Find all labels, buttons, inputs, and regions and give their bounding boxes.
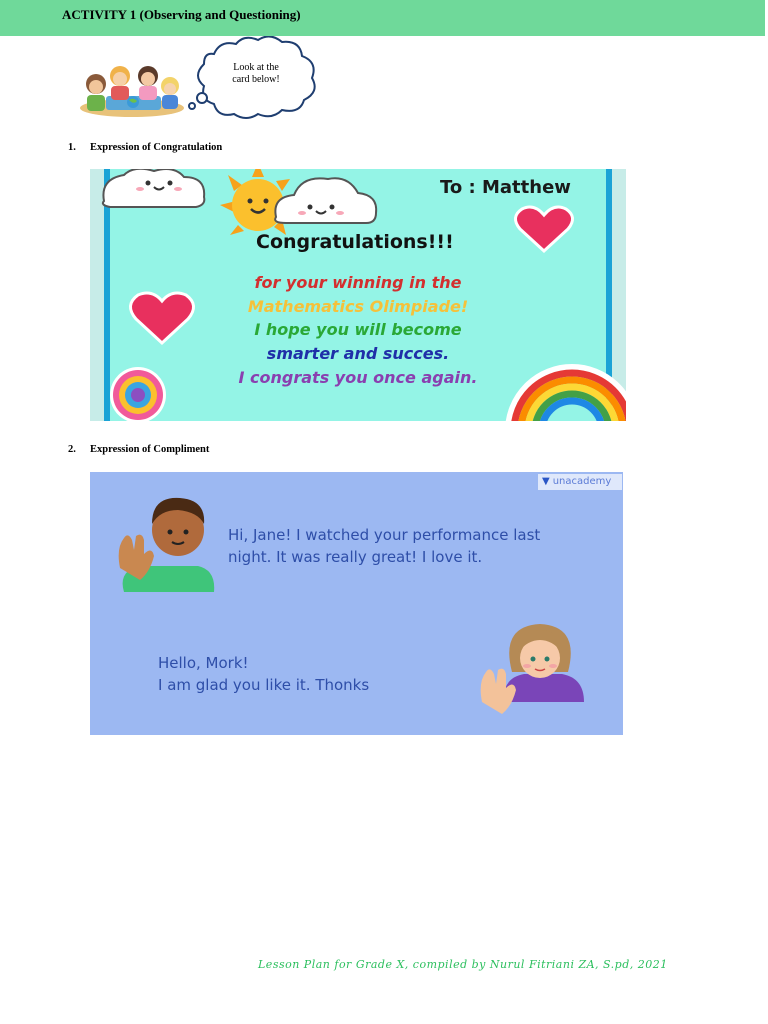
card-message-line: I congrats you once again.	[238, 368, 478, 387]
section-heading-compliment	[68, 444, 209, 455]
girl-avatar-icon	[481, 624, 584, 714]
brand-logo-icon: ▼	[542, 476, 550, 487]
page-title: ACTIVITY 1 (Observing and Questioning)	[62, 7, 301, 22]
card-heading: Congratulations!!!	[256, 231, 454, 253]
section-heading-congratulation	[68, 142, 222, 153]
kids-illustration	[76, 62, 188, 118]
congratulation-card	[90, 169, 626, 421]
brand-name: unacademy	[552, 476, 612, 487]
section-title: Expression of Congratulation	[90, 142, 223, 153]
cloud-icon	[103, 169, 204, 207]
chat-line: Hello, Mork!	[158, 654, 249, 672]
compliment-card	[90, 472, 623, 735]
bubble-text	[210, 62, 302, 86]
chat-line: I am glad you like it. Thonks	[158, 676, 370, 694]
chat-message-girl	[158, 652, 458, 696]
brand-badge	[538, 474, 622, 490]
section-number: 1.	[68, 142, 76, 153]
card-message-line: smarter and succes.	[266, 344, 450, 363]
page-footer: Lesson Plan for Grade X, compiled by Nurul Fitriani ZA, S.pd, 2021	[258, 958, 668, 971]
section-number: 2.	[68, 444, 76, 455]
cloud-icon	[275, 178, 376, 223]
chat-message-boy	[228, 524, 618, 568]
boy-avatar-icon	[119, 498, 215, 592]
heart-icon	[515, 207, 572, 251]
chat-line: night. It was really great! I love it.	[228, 548, 483, 566]
chat-line: Hi, Jane! I watched your performance last	[228, 526, 541, 544]
card-message-line: I hope you will become	[254, 320, 462, 339]
section-title: Expression of Compliment	[90, 444, 210, 455]
bubble-line-1: Look at the	[233, 62, 279, 73]
card-recipient: To : Matthew	[440, 177, 571, 198]
bubble-line-2: card below!	[232, 74, 280, 85]
card-message-line: Mathematics Olimpiade!	[247, 297, 469, 316]
card-message-line: for your winning in the	[254, 273, 462, 292]
